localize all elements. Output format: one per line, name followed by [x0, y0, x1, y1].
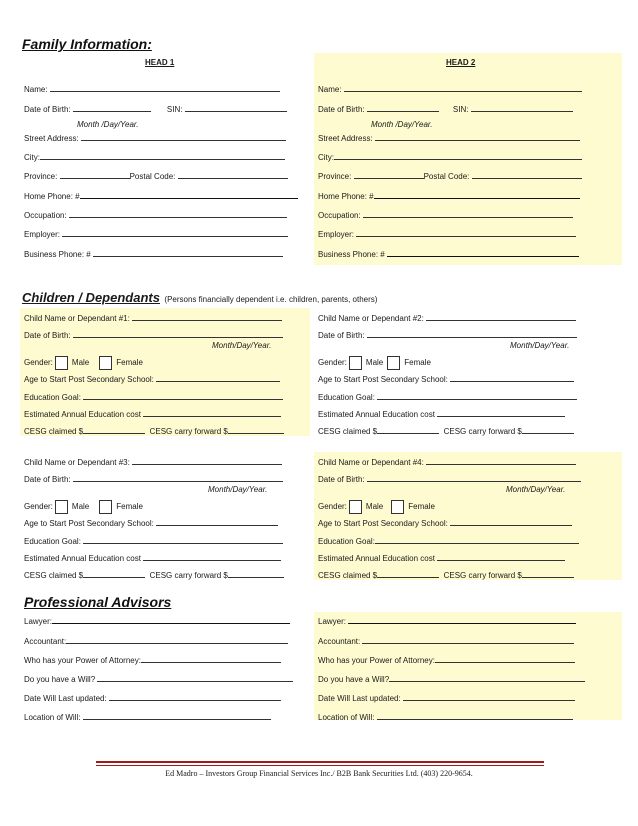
adv2-will-location-field[interactable] [377, 712, 573, 720]
dep2-edu-goal-field[interactable] [377, 392, 577, 400]
dep4-cesg-forward-field[interactable] [522, 570, 574, 578]
family-information-title: Family Information: [22, 36, 152, 52]
head1-city-label: City: [24, 153, 40, 162]
dependant4-panel [314, 452, 622, 580]
dep3-dob-label: Date of Birth: [24, 475, 71, 484]
head1-business-phone-label: Business Phone: # [24, 250, 91, 259]
dep4-male-checkbox[interactable] [349, 500, 362, 514]
dep4-dob-label: Date of Birth: [318, 475, 365, 484]
dep3-name-field[interactable] [132, 457, 282, 465]
dep2-edu-cost-field[interactable] [437, 409, 565, 417]
dep1-female-checkbox[interactable] [99, 356, 112, 370]
adv2-poa-label: Who has your Power of Attorney: [318, 656, 435, 665]
adv1-will-updated-label: Date Will Last updated: [24, 694, 107, 703]
adv2-will-field[interactable] [389, 674, 585, 682]
dep3-cesg-forward-label: CESG carry forward $ [149, 571, 228, 580]
dep1-cesg-claimed-label: CESG claimed $ [24, 427, 84, 436]
adv2-lawyer-field[interactable] [348, 616, 576, 624]
advisors-left-panel [20, 612, 310, 720]
head1-occupation-label: Occupation: [24, 211, 67, 220]
dep2-cesg-forward-label: CESG carry forward $ [443, 427, 522, 436]
dep4-cesg-claimed-field[interactable] [377, 570, 439, 578]
dep1-dob-label: Date of Birth: [24, 331, 71, 340]
head1-dob-field[interactable] [73, 104, 151, 112]
head2-street-field[interactable] [375, 133, 580, 141]
dep2-dob-field[interactable] [367, 330, 577, 338]
dependant2-panel [314, 308, 622, 436]
head2-postal-field[interactable] [472, 171, 582, 179]
head2-province-label: Province: [318, 172, 352, 181]
dep4-dob-field[interactable] [367, 474, 581, 482]
head2-name-field[interactable] [344, 84, 582, 92]
dep4-gender-label: Gender: [318, 502, 347, 512]
head2-sin-label: SIN: [452, 105, 469, 114]
head2-dob-label: Date of Birth: [318, 105, 365, 114]
dep1-dob-field[interactable] [73, 330, 283, 338]
dep2-female-label: Female [404, 358, 431, 368]
dep4-edu-cost-field[interactable] [437, 553, 565, 561]
head1-province-field[interactable] [60, 171, 130, 179]
dep2-name-field[interactable] [426, 313, 576, 321]
head1-postal-label: Postal Code: [129, 172, 176, 181]
adv1-accountant-label: Accountant: [24, 637, 67, 646]
adv1-poa-field[interactable] [141, 655, 281, 663]
head2-sin-field[interactable] [471, 104, 573, 112]
dep2-cesg-claimed-label: CESG claimed $ [318, 427, 378, 436]
adv2-will-updated-field[interactable] [403, 693, 575, 701]
footer-rule-bottom [96, 765, 544, 766]
dep3-female-checkbox[interactable] [99, 500, 112, 514]
dep1-dob-format: Month/Day/Year. [212, 341, 272, 350]
dep3-dob-field[interactable] [73, 474, 283, 482]
head1-city-field[interactable] [40, 152, 285, 160]
footer-rule-top [96, 761, 544, 763]
dep1-edu-cost-label: Estimated Annual Education cost [24, 410, 141, 419]
head1-province-label: Province: [24, 172, 58, 181]
adv1-will-label: Do you have a Will? [24, 675, 96, 684]
adv1-will-location-label: Location of Will: [24, 713, 81, 722]
dep4-age-start-field[interactable] [450, 518, 572, 526]
dep2-cesg-claimed-field[interactable] [377, 426, 439, 434]
dep1-male-checkbox[interactable] [55, 356, 68, 370]
dep1-male-label: Male [71, 358, 90, 368]
dep4-female-label: Female [408, 502, 435, 512]
dep4-cesg-forward-label: CESG carry forward $ [443, 571, 522, 580]
adv2-poa-field[interactable] [435, 655, 575, 663]
dep1-cesg-claimed-field[interactable] [83, 426, 145, 434]
adv1-poa-label: Who has your Power of Attorney: [24, 656, 141, 665]
dep4-name-field[interactable] [426, 457, 576, 465]
dep3-edu-cost-field[interactable] [143, 553, 281, 561]
dep1-gender-label: Gender: [24, 358, 53, 368]
children-title: Children / Dependants [22, 290, 160, 305]
footer-text: Ed Madro – Investors Group Financial Services Inc./ B2B Bank Securities Ltd. (403) 220-9654. [165, 769, 473, 778]
head1-occupation-field[interactable] [69, 210, 287, 218]
adv2-will-label: Do you have a Will? [318, 675, 390, 684]
dep3-female-label: Female [116, 502, 143, 512]
dep2-female-checkbox[interactable] [387, 356, 400, 370]
head1-street-label: Street Address: [24, 134, 79, 143]
dep2-age-start-label: Age to Start Post Secondary School: [318, 375, 448, 384]
dep2-age-start-field[interactable] [450, 374, 574, 382]
dep3-cesg-forward-field[interactable] [228, 570, 284, 578]
head1-panel [20, 53, 310, 265]
head2-label: HEAD 2 [446, 58, 476, 67]
dep3-edu-cost-label: Estimated Annual Education cost [24, 554, 141, 563]
dep1-edu-cost-field[interactable] [143, 409, 281, 417]
dep4-edu-cost-label: Estimated Annual Education cost [318, 554, 435, 563]
head1-business-phone-field[interactable] [93, 249, 283, 257]
head1-name-field[interactable] [50, 84, 280, 92]
head2-occupation-field[interactable] [363, 210, 573, 218]
dep2-dob-label: Date of Birth: [318, 331, 365, 340]
head2-occupation-label: Occupation: [318, 211, 361, 220]
dep2-edu-cost-label: Estimated Annual Education cost [318, 410, 435, 419]
dep4-dob-format: Month/Day/Year. [506, 485, 566, 494]
dep1-age-start-field[interactable] [156, 374, 280, 382]
dep2-edu-goal-label: Education Goal: [318, 393, 375, 402]
dep1-female-label: Female [116, 358, 143, 368]
dep4-cesg-claimed-label: CESG claimed $ [318, 571, 378, 580]
head2-dob-format: Month /Day/Year. [371, 120, 433, 129]
dep3-edu-goal-field[interactable] [83, 536, 283, 544]
adv2-accountant-label: Accountant: [318, 637, 361, 646]
professional-advisors-title: Professional Advisors [24, 594, 172, 610]
adv1-will-field[interactable] [97, 674, 293, 682]
dep2-male-label: Male [365, 358, 384, 368]
dep3-male-checkbox[interactable] [55, 500, 68, 514]
head1-name-label: Name: [24, 85, 48, 94]
dep3-cesg-claimed-field[interactable] [83, 570, 145, 578]
head1-home-phone-label: Home Phone: # [24, 192, 80, 201]
dep4-age-start-label: Age to Start Post Secondary School: [318, 519, 448, 528]
dependant1-panel [20, 308, 310, 436]
dep3-age-start-label: Age to Start Post Secondary School: [24, 519, 154, 528]
dep4-edu-goal-label: Education Goal: [318, 537, 375, 546]
head1-street-field[interactable] [81, 133, 286, 141]
head2-name-label: Name: [318, 85, 342, 94]
dep3-dob-format: Month/Day/Year. [208, 485, 268, 494]
dep1-edu-goal-field[interactable] [83, 392, 283, 400]
adv1-will-updated-field[interactable] [109, 693, 281, 701]
dep1-edu-goal-label: Education Goal: [24, 393, 81, 402]
dep4-male-label: Male [365, 502, 384, 512]
dep2-dob-format: Month/Day/Year. [510, 341, 570, 350]
dep2-male-checkbox[interactable] [349, 356, 362, 370]
dep4-female-checkbox[interactable] [391, 500, 404, 514]
dep2-name-label: Child Name or Dependant #2: [318, 314, 424, 323]
advisors-right-panel [314, 612, 622, 720]
dep1-age-start-label: Age to Start Post Secondary School: [24, 375, 154, 384]
head1-employer-field[interactable] [62, 229, 288, 237]
adv2-will-location-label: Location of Will: [318, 713, 375, 722]
dep2-gender-label: Gender: [318, 358, 347, 368]
dep2-cesg-forward-field[interactable] [522, 426, 574, 434]
head2-home-phone-label: Home Phone: # [318, 192, 374, 201]
dep3-male-label: Male [71, 502, 90, 512]
dep3-cesg-claimed-label: CESG claimed $ [24, 571, 84, 580]
dep3-name-label: Child Name or Dependant #3: [24, 458, 130, 467]
dep1-name-field[interactable] [132, 313, 282, 321]
head1-sin-label: SIN: [166, 105, 183, 114]
dep3-age-start-field[interactable] [156, 518, 278, 526]
head1-dob-label: Date of Birth: [24, 105, 71, 114]
head2-postal-label: Postal Code: [423, 172, 470, 181]
dependant3-panel [20, 452, 310, 580]
head2-employer-label: Employer: [318, 230, 355, 239]
head2-dob-field[interactable] [367, 104, 439, 112]
head2-city-label: City: [318, 153, 334, 162]
head1-postal-field[interactable] [178, 171, 288, 179]
dep1-cesg-forward-label: CESG carry forward $ [149, 427, 228, 436]
adv1-accountant-field[interactable] [66, 636, 288, 644]
dep1-cesg-forward-field[interactable] [228, 426, 284, 434]
adv1-lawyer-field[interactable] [52, 616, 290, 624]
head2-business-phone-label: Business Phone: # [318, 250, 385, 259]
head2-panel [314, 53, 622, 265]
adv2-lawyer-label: Lawyer: [318, 617, 347, 626]
head1-label: HEAD 1 [145, 58, 175, 67]
head2-street-label: Street Address: [318, 134, 373, 143]
head1-employer-label: Employer: [24, 230, 61, 239]
adv2-will-updated-label: Date Will Last updated: [318, 694, 401, 703]
head2-employer-field[interactable] [356, 229, 576, 237]
adv1-lawyer-label: Lawyer: [24, 617, 53, 626]
children-subtitle: (Persons financially dependent i.e. children, parents, others) [164, 295, 378, 304]
head1-home-phone-field[interactable] [80, 191, 298, 199]
adv1-will-location-field[interactable] [83, 712, 271, 720]
head1-dob-format: Month /Day/Year. [77, 120, 139, 129]
dep4-edu-goal-field[interactable] [375, 536, 579, 544]
adv2-accountant-field[interactable] [362, 636, 574, 644]
head2-province-field[interactable] [354, 171, 424, 179]
dep3-edu-goal-label: Education Goal: [24, 537, 81, 546]
head2-home-phone-field[interactable] [374, 191, 580, 199]
head2-city-field[interactable] [334, 152, 582, 160]
children-header [22, 289, 377, 307]
dep1-name-label: Child Name or Dependant #1: [24, 314, 130, 323]
head2-business-phone-field[interactable] [387, 249, 579, 257]
dep4-name-label: Child Name or Dependant #4: [318, 458, 424, 467]
head1-sin-field[interactable] [185, 104, 287, 112]
dep3-gender-label: Gender: [24, 502, 53, 512]
